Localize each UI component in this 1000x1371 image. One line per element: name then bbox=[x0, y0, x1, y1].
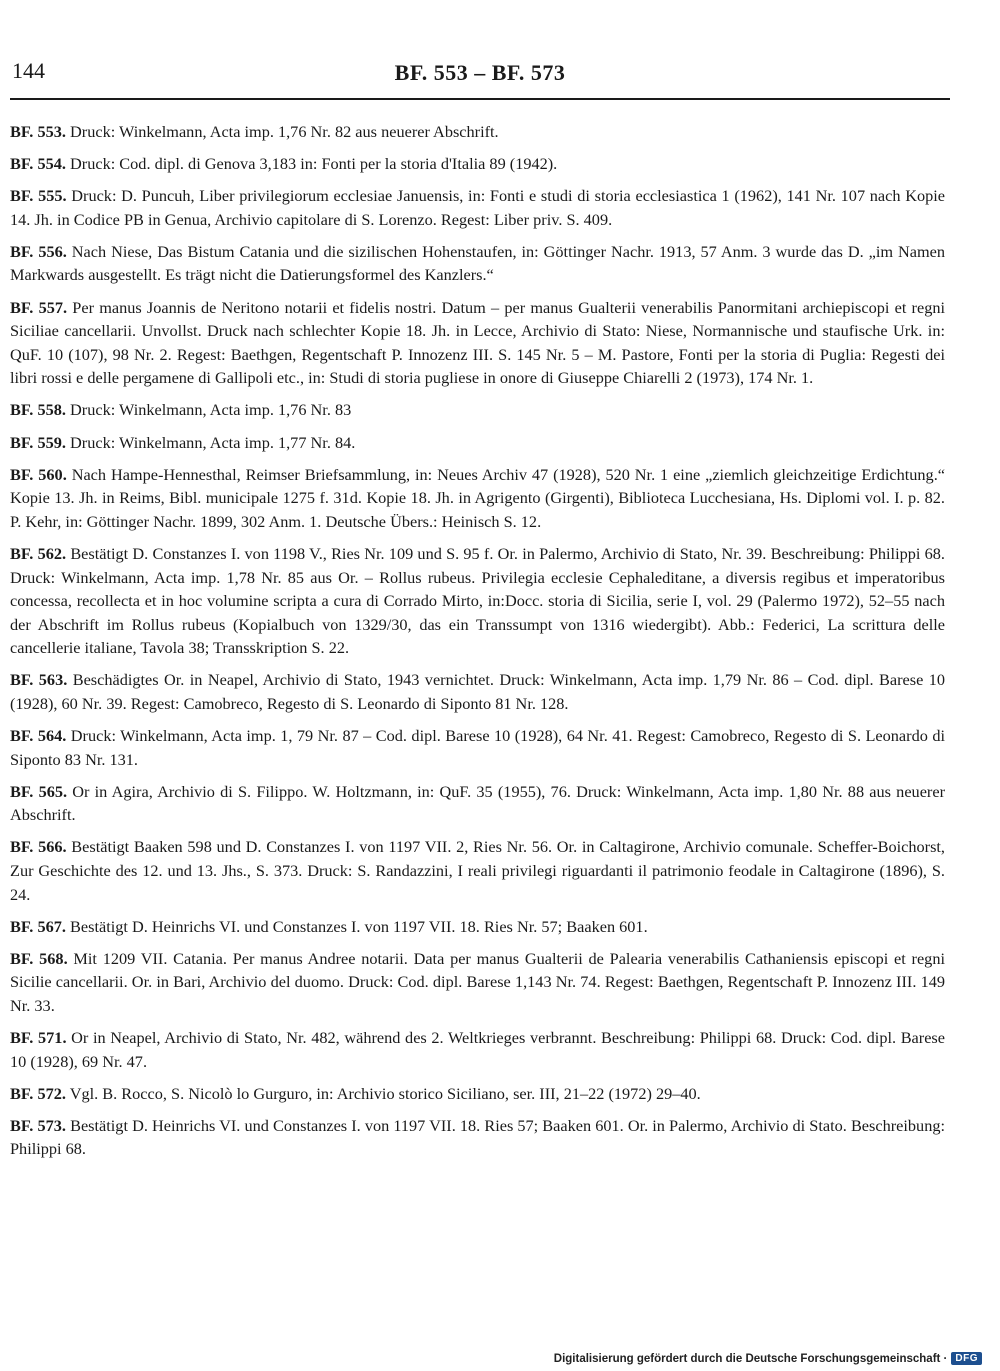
entry-bf-553 bbox=[10, 120, 945, 144]
entry-text: Beschädigtes Or. in Neapel, Archivio di Stato, 1943 vernichtet. Druck: Winkelmann, Acta imp. 1,79 Nr. 86 – Cod. dipl. Barese 10 (1928), 60 Nr. 39. Regest: Camobreco, Regesto di S. Leonardo di Siponto 81 Nr. 128. bbox=[10, 670, 945, 713]
entry-id: BF. 559. bbox=[10, 432, 66, 452]
entry-id: BF. 564. bbox=[10, 726, 67, 746]
entry-text: Bestätigt D. Heinrichs VI. und Constanzes I. von 1197 VII. 18. Ries Nr. 57; Baaken 601. bbox=[70, 916, 648, 936]
entry-bf-557 bbox=[10, 296, 945, 390]
entry-bf-555 bbox=[10, 184, 945, 231]
entry-text: Druck: D. Puncuh, Liber privilegiorum ecclesiae Januensis, in: Fonti e studi di storia ecclesiastica 1 (1962), 141 Nr. 107 nach Kopie 14. Jh. in Codice PB in Genua, Archivio capitolare di S. Lorenzo. Regest: Liber priv. S. 409. bbox=[10, 186, 945, 229]
entry-id: BF. 553. bbox=[10, 122, 66, 141]
entry-text: Per manus Joannis de Neritono notarii et fidelis nostri. Datum – per manus Gualterii venerabilis Panormitani archiepiscopi et regni Siciliae cancellarii. Unvollst. Druck nach schlechter Kopie 18. Jh. in Lecce, Archivio di Stato: Niese, Normannische und staufische Urk. in: QuF. 10 (107), 98 Nr. 2. Regest: Baethgen, Regentschaft P. Innozenz III. S. 145 Nr. 5 – M. Pastore, Fonti per la storia di Puglia: Regesti dei libri rossi e delle pergamene di Gallipoli etc., in: Studi di storia pugliese in onore di Giuseppe Chiarelli 2 (1973), 174 Nr. 1. bbox=[10, 297, 945, 388]
entry-id: BF. 560. bbox=[10, 464, 67, 484]
entry-bf-554 bbox=[10, 152, 945, 176]
entry-id: BF. 556. bbox=[10, 241, 67, 261]
entry-id: BF. 557. bbox=[10, 297, 68, 317]
entry-id: BF. 566. bbox=[10, 837, 67, 857]
entry-bf-571 bbox=[10, 1026, 945, 1073]
entry-list bbox=[10, 120, 945, 1170]
entry-bf-556 bbox=[10, 240, 945, 287]
entry-text: Bestätigt D. Heinrichs VI. und Constanzes I. von 1197 VII. 18. Ries 57; Baaken 601. Or. in Palermo, Archivio di Stato. Beschreibung: Philippi 68. bbox=[10, 1115, 945, 1159]
entry-id: BF. 573. bbox=[10, 1115, 66, 1135]
entry-text: Bestätigt D. Constanzes I. von 1198 V., Ries Nr. 109 und S. 95 f. Or. in Palermo, Archivio di Stato, Nr. 39. Beschreibung: Philippi 68. Druck: Winkelmann, Acta imp. 1,78 Nr. 85 aus Or. – Rollus rubeus. Privilegia ecclesie Cephaleditane, a diversis regibus et imperatoribus concessa, recollecta et in hoc volumine scripta a cura di Corrado Mirto, in:Docc. storia di Sicilia, serie I, vol. 29 (Palermo 1972), 52–55 nach der Abschrift im Rollus rubeus (Kopialbuch von 1329/30, das ein Transsumpt von 1316 wiedergibt). Abb.: Federici, La scrittura delle cancellerie italiane, Tavola 38; Transskription S. 22. bbox=[10, 543, 945, 658]
entry-bf-573 bbox=[10, 1114, 945, 1161]
entry-text: Druck: Winkelmann, Acta imp. 1,76 Nr. 82 aus neuerer Abschrift. bbox=[70, 122, 499, 141]
entry-bf-559 bbox=[10, 431, 945, 455]
entry-text: Druck: Winkelmann, Acta imp. 1,76 Nr. 83 bbox=[70, 400, 352, 420]
entry-text: Or in Agira, Archivio di S. Filippo. W. Holtzmann, in: QuF. 35 (1955), 76. Druck: Winkelmann, Acta imp. 1,80 Nr. 88 aus neuerer Abschrift. bbox=[10, 781, 945, 825]
entry-id: BF. 565. bbox=[10, 781, 68, 801]
entry-id: BF. 572. bbox=[10, 1083, 66, 1103]
credit-text: Digitalisierung gefördert durch die Deutsche Forschungsgemeinschaft · bbox=[553, 1352, 948, 1365]
entry-id: BF. 567. bbox=[10, 916, 66, 936]
entry-id: BF. 571. bbox=[10, 1028, 67, 1048]
entry-bf-567 bbox=[10, 915, 945, 939]
page-number: 144 bbox=[12, 58, 45, 83]
running-head: BF. 553 – BF. 573 bbox=[394, 60, 566, 85]
entry-id: BF. 563. bbox=[10, 670, 68, 690]
entry-id: BF. 568. bbox=[10, 948, 68, 968]
dfg-logo: DFG bbox=[951, 1352, 982, 1365]
page-header bbox=[10, 58, 950, 100]
entry-id: BF. 555. bbox=[10, 186, 67, 206]
entry-id: BF. 558. bbox=[10, 400, 66, 420]
entry-text: Druck: Cod. dipl. di Genova 3,183 in: Fonti per la storia d'Italia 89 (1942). bbox=[70, 154, 558, 174]
entry-id: BF. 562. bbox=[10, 543, 67, 563]
entry-bf-560 bbox=[10, 463, 945, 534]
entry-bf-558 bbox=[10, 398, 945, 422]
entry-bf-568 bbox=[10, 947, 945, 1018]
entry-bf-572 bbox=[10, 1082, 945, 1106]
entry-id: BF. 554. bbox=[10, 154, 66, 174]
entry-text: Bestätigt Baaken 598 und D. Constanzes I. von 1197 VII. 2, Ries Nr. 56. Or. in Caltagirone, Archivio comunale. Scheffer-Boichorst, Zur Geschichte des 12. und 13. Jhs., S. 373. Druck: S. Randazzini, I reali privilegi riguardanti il patrimonio feodale in Caltagirone (1896), S. 24. bbox=[10, 837, 945, 904]
entry-bf-566 bbox=[10, 835, 945, 906]
entry-bf-565 bbox=[10, 780, 945, 827]
entry-text: Nach Niese, Das Bistum Catania und die sizilischen Hohenstaufen, in: Göttinger Nachr. 1913, 57 Anm. 3 wurde das D. „im Namen Markwards ausgestellt. Es trägt nicht die Datierungsformel des Kanzlers.“ bbox=[10, 241, 945, 285]
entry-bf-564 bbox=[10, 724, 945, 771]
entry-bf-563 bbox=[10, 668, 945, 715]
entry-bf-562 bbox=[10, 542, 945, 660]
digitization-credit bbox=[554, 1352, 982, 1365]
entry-text: Druck: Winkelmann, Acta imp. 1, 79 Nr. 87 – Cod. dipl. Barese 10 (1928), 64 Nr. 41. Regest: Camobreco, Regesto di S. Leonardo di Siponto 83 Nr. 131. bbox=[10, 726, 945, 769]
entry-text: Vgl. B. Rocco, S. Nicolò lo Gurguro, in: Archivio storico Siciliano, ser. III, 21–22 (1972) 29–40. bbox=[69, 1083, 701, 1103]
entry-text: Nach Hampe-Hennesthal, Reimser Briefsammlung, in: Neues Archiv 47 (1928), 520 Nr. 1 eine „ziemlich gleichzeitige Erdichtung.“ Kopie 13. Jh. in Reims, Bibl. municipale 1275 f. 31d. Kopie 18. Jh. in Agrigento (Girgenti), Biblioteca Lucchesiana, Hs. Diplomi vol. I. p. 82. P. Kehr, in: Göttinger Nachr. 1899, 302 Anm. 1. Deutsche Übers.: Heinisch S. 12. bbox=[10, 464, 945, 531]
entry-text: Mit 1209 VII. Catania. Per manus Andree notarii. Data per manus Gualterii de Palearia venerabilis Cathaniensis episcopi et regni Sicilie cancellarii. Or. in Bari, Archivio del duomo. Druck: Cod. dipl. Barese 1,143 Nr. 74. Regest: Baethgen, Regentschaft P. Innozenz III. 149 Nr. 33. bbox=[10, 948, 945, 1015]
entry-text: Druck: Winkelmann, Acta imp. 1,77 Nr. 84. bbox=[70, 432, 356, 452]
entry-text: Or in Neapel, Archivio di Stato, Nr. 482, während des 2. Weltkrieges verbrannt. Beschreibung: Philippi 68. Druck: Cod. dipl. Barese 10 (1928), 69 Nr. 47. bbox=[10, 1028, 945, 1071]
